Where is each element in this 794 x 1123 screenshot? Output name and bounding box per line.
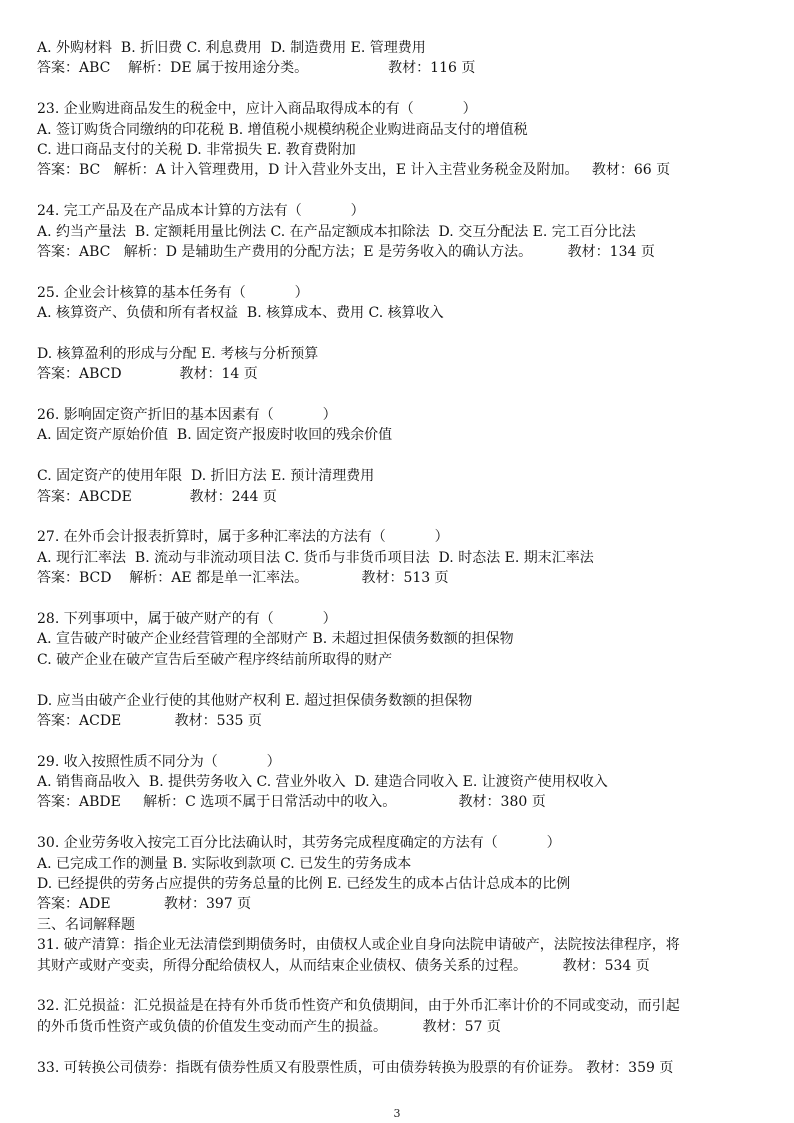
text-line: 答案：BC 解析：A 计入管理费用，D 计入营业外支出，E 计入主营业务税金及附加。 教材：66 页 bbox=[37, 162, 671, 179]
text-line: 的外币货币性资产或负债的价值发生变动而产生的损益。 教材：57 页 bbox=[37, 1018, 501, 1035]
blank-line bbox=[37, 589, 777, 609]
text-line: 32. 汇兑损益：汇兑损益是在持有外币货币性资产和负债期间，由于外币汇率计价的不同或变动，而引起 bbox=[37, 998, 680, 1015]
text-line: C. 进口商品支付的关税 D. 非常损失 E. 教育费附加 bbox=[37, 141, 356, 158]
blank-line bbox=[37, 507, 777, 527]
blank-line bbox=[37, 670, 777, 690]
text-line: 25. 企业会计核算的基本任务有（ ） bbox=[37, 284, 309, 301]
blank-line bbox=[37, 323, 777, 343]
text-line: 答案：ABC 解析：DE 属于按用途分类。 教材：116 页 bbox=[37, 60, 476, 77]
blank-line bbox=[37, 731, 777, 751]
text-line: 27. 在外币会计报表折算时，属于多种汇率法的方法有（ ） bbox=[37, 529, 449, 546]
text-line: C. 固定资产的使用年限 D. 折旧方法 E. 预计清理费用 bbox=[37, 468, 375, 485]
text-line: 答案：ACDE 教材：535 页 bbox=[37, 712, 262, 729]
text-line: 26. 影响固定资产折旧的基本因素有（ ） bbox=[37, 407, 337, 424]
text-line: D. 核算盈利的形成与分配 E. 考核与分析预算 bbox=[37, 345, 319, 362]
blank-line bbox=[37, 446, 777, 466]
text-line: 29. 收入按照性质不同分为（ ） bbox=[37, 753, 281, 770]
text-line: A. 约当产量法 B. 定额耗用量比例法 C. 在产品定额成本扣除法 D. 交互分配法 E. 完工百分比法 bbox=[37, 223, 636, 240]
text-line: A. 现行汇率法 B. 流动与非流动项目法 C. 货币与非货币项目法 D. 时态法 E. 期末汇率法 bbox=[37, 549, 594, 566]
blank-line bbox=[37, 262, 777, 282]
text-line: A. 外购材料 B. 折旧费 C. 利息费用 D. 制造费用 E. 管理费用 bbox=[37, 40, 426, 56]
text-line: 答案：ADE 教材：397 页 bbox=[37, 896, 252, 913]
blank-line bbox=[37, 813, 777, 833]
text-line: D. 应当由破产企业行使的其他财产权利 E. 超过担保债务数额的担保物 bbox=[37, 692, 473, 709]
blank-line bbox=[37, 976, 777, 996]
blank-line bbox=[37, 79, 777, 99]
text-line: A. 宣告破产时破产企业经营管理的全部财产 B. 未超过担保债务数额的担保物 bbox=[37, 631, 514, 648]
text-line: 答案：ABCD 教材：14 页 bbox=[37, 366, 258, 383]
text-line: D. 已经提供的劳务占应提供的劳务总量的比例 E. 已经发生的成本占估计总成本的比例 bbox=[37, 876, 571, 893]
text-line: 答案：ABC 解析：D 是辅助生产费用的分配方法；E 是劳务收入的确认方法。 教材：134 页 bbox=[37, 243, 655, 260]
blank-line bbox=[37, 181, 777, 201]
text-line: 三、名词解释题 bbox=[37, 916, 135, 933]
text-line: 答案：ABCDE 教材：244 页 bbox=[37, 488, 277, 505]
text-line: 24. 完工产品及在产品成本计算的方法有（ ） bbox=[37, 203, 365, 220]
text-line: 30. 企业劳务收入按完工百分比法确认时，其劳务完成程度确定的方法有（ ） bbox=[37, 835, 561, 852]
blank-line bbox=[37, 385, 777, 405]
text-line: 31. 破产清算：指企业无法清偿到期债务时，由债权人或企业自身向法院申请破产，法院按法律程序，将 bbox=[37, 937, 680, 954]
text-line: 28. 下列事项中，属于破产财产的有（ ） bbox=[37, 610, 337, 627]
page-number: 3 bbox=[393, 1107, 401, 1120]
text-line: A. 固定资产原始价值 B. 固定资产报废时收回的残余价值 bbox=[37, 427, 393, 444]
text-line: C. 破产企业在破产宣告后至破产程序终结前所取得的财产 bbox=[37, 651, 393, 668]
text-line: A. 签订购货合同缴纳的印花税 B. 增值税小规模纳税企业购进商品支付的增值税 bbox=[37, 121, 528, 138]
text-line: 33. 可转换公司债券：指既有债券性质又有股票性质，可由债券转换为股票的有价证券。 教材：359 页 bbox=[37, 1059, 674, 1076]
text-line: 答案：BCD 解析：AE 都是单一汇率法。 教材：513 页 bbox=[37, 570, 449, 587]
document-body bbox=[37, 38, 777, 1078]
text-line: 23. 企业购进商品发生的税金中，应计入商品取得成本的有（ ） bbox=[37, 101, 477, 118]
text-line: A. 核算资产、负债和所有者权益 B. 核算成本、费用 C. 核算收入 bbox=[37, 305, 444, 322]
text-line: 答案：ABDE 解析：C 选项不属于日常活动中的收入。 教材：380 页 bbox=[37, 794, 546, 811]
text-line: A. 已完成工作的测量 B. 实际收到款项 C. 已发生的劳务成本 bbox=[37, 855, 412, 872]
text-line: 其财产或财产变卖，所得分配给债权人，从而结束企业债权、债务关系的过程。 教材：534 页 bbox=[37, 957, 650, 974]
text-line: A. 销售商品收入 B. 提供劳务收入 C. 营业外收入 D. 建造合同收入 E. 让渡资产使用权收入 bbox=[37, 774, 608, 791]
blank-line bbox=[37, 1037, 777, 1057]
